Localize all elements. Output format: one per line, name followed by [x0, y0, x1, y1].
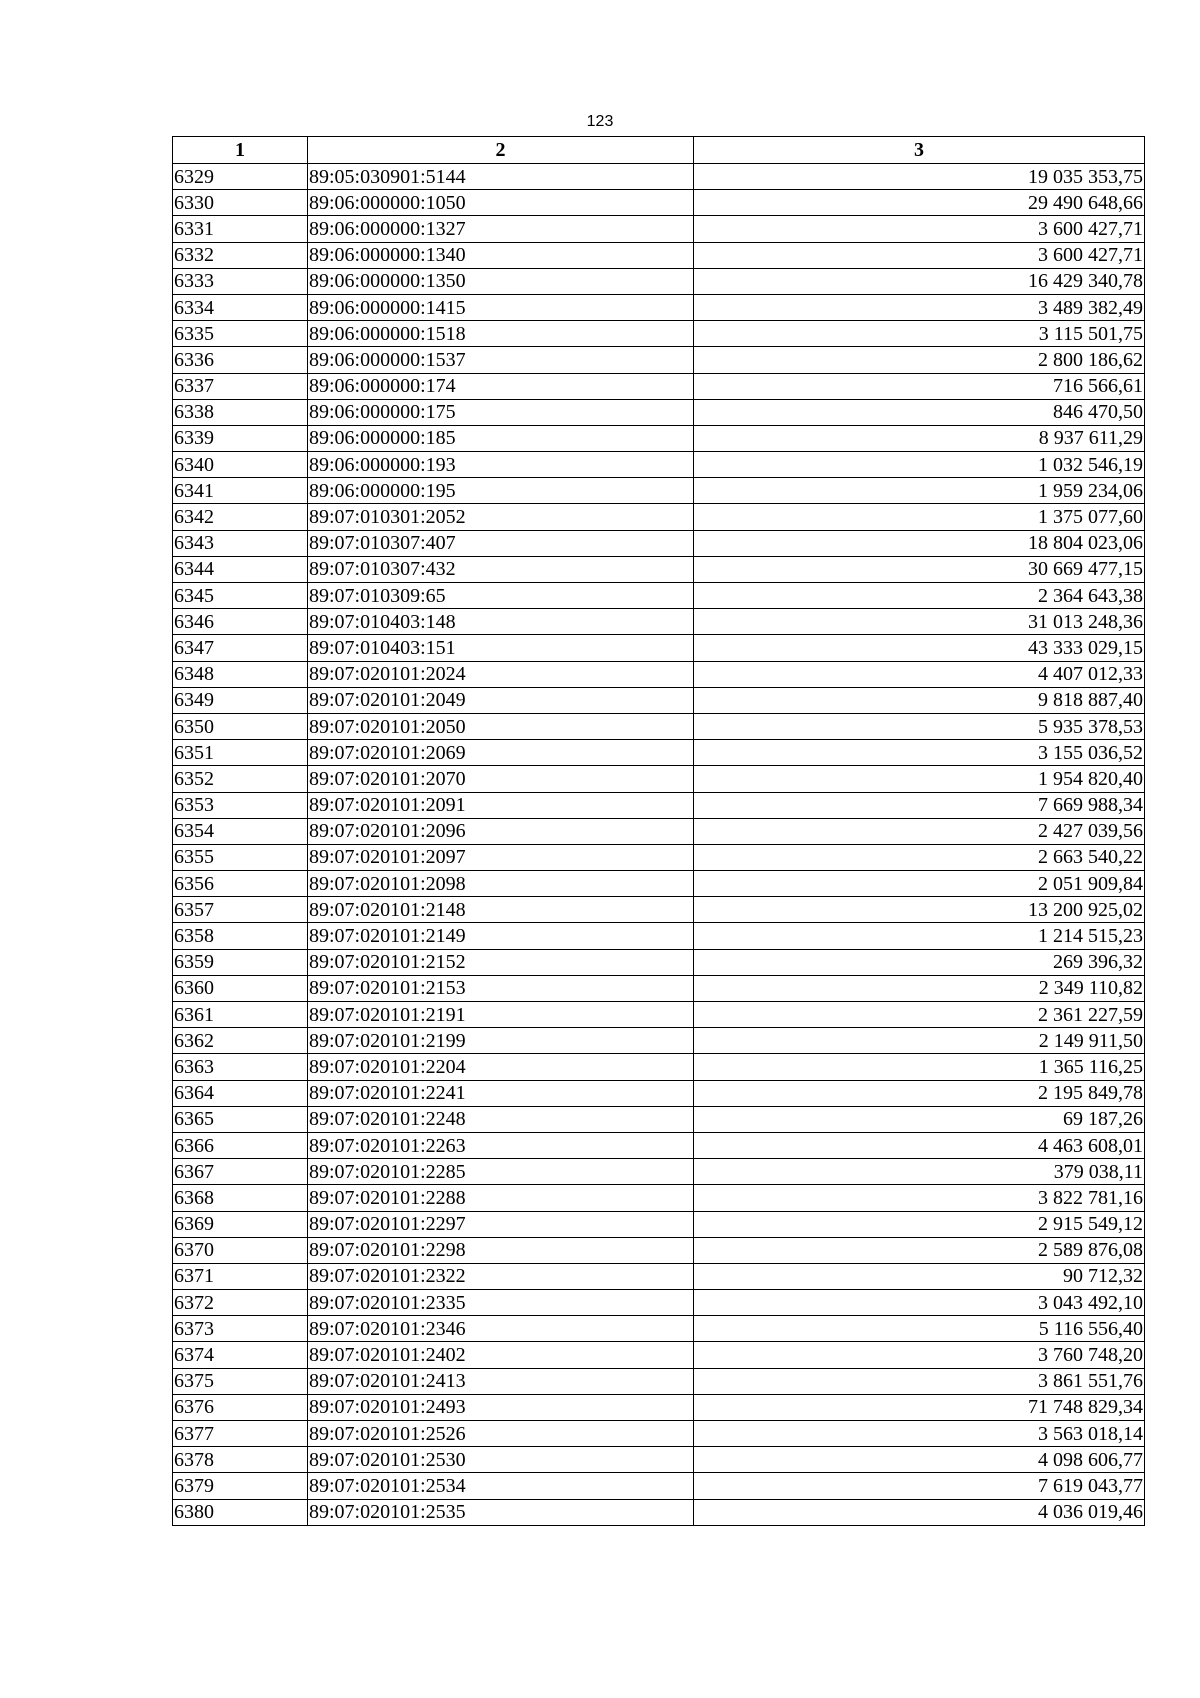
table-row	[173, 373, 1145, 399]
cadastral-value-cell: 71 748 829,34	[694, 1394, 1145, 1420]
table-row	[173, 871, 1145, 897]
row-number-cell: 6355	[173, 844, 308, 870]
cadastral-value-cell: 4 463 608,01	[694, 1132, 1145, 1158]
table-row	[173, 321, 1145, 347]
cadastral-value-cell: 3 115 501,75	[694, 321, 1145, 347]
table-row	[173, 1028, 1145, 1054]
row-number-cell: 6356	[173, 871, 308, 897]
table-row	[173, 975, 1145, 1001]
cadastral-value-cell: 1 954 820,40	[694, 766, 1145, 792]
row-number-cell: 6338	[173, 399, 308, 425]
cadastral-number-cell: 89:07:010301:2052	[308, 504, 694, 530]
row-number-cell: 6347	[173, 635, 308, 661]
cadastral-value-cell: 846 470,50	[694, 399, 1145, 425]
table-row	[173, 504, 1145, 530]
table-row	[173, 425, 1145, 451]
table-row	[173, 1159, 1145, 1185]
table-body	[173, 164, 1145, 1526]
table-row	[173, 583, 1145, 609]
cadastral-value-cell: 16 429 340,78	[694, 268, 1145, 294]
table-row	[173, 1316, 1145, 1342]
cadastral-number-cell: 89:07:020101:2248	[308, 1106, 694, 1132]
table-row	[173, 844, 1145, 870]
table-row	[173, 1132, 1145, 1158]
cadastral-number-cell: 89:06:000000:1518	[308, 321, 694, 347]
row-number-cell: 6358	[173, 923, 308, 949]
cadastral-value-cell: 69 187,26	[694, 1106, 1145, 1132]
cadastral-value-cell: 2 051 909,84	[694, 871, 1145, 897]
row-number-cell: 6361	[173, 1002, 308, 1028]
table-row	[173, 1080, 1145, 1106]
cadastral-value-cell: 2 663 540,22	[694, 844, 1145, 870]
cadastral-value-cell: 18 804 023,06	[694, 530, 1145, 556]
row-number-cell: 6348	[173, 661, 308, 687]
row-number-cell: 6376	[173, 1394, 308, 1420]
cadastral-value-cell: 3 155 036,52	[694, 740, 1145, 766]
cadastral-number-cell: 89:07:020101:2049	[308, 687, 694, 713]
row-number-cell: 6337	[173, 373, 308, 399]
table-row	[173, 268, 1145, 294]
cadastral-number-cell: 89:07:020101:2322	[308, 1263, 694, 1289]
cadastral-value-cell: 2 361 227,59	[694, 1002, 1145, 1028]
cadastral-number-cell: 89:07:020101:2191	[308, 1002, 694, 1028]
table-row	[173, 294, 1145, 320]
cadastral-number-cell: 89:07:020101:2091	[308, 792, 694, 818]
cadastral-number-cell: 89:07:020101:2153	[308, 975, 694, 1001]
row-number-cell: 6341	[173, 478, 308, 504]
row-number-cell: 6363	[173, 1054, 308, 1080]
cadastral-value-cell: 5 116 556,40	[694, 1316, 1145, 1342]
row-number-cell: 6350	[173, 713, 308, 739]
column-header-3: 3	[694, 137, 1145, 164]
row-number-cell: 6330	[173, 190, 308, 216]
table-row	[173, 1290, 1145, 1316]
cadastral-number-cell: 89:07:020101:2069	[308, 740, 694, 766]
cadastral-number-cell: 89:07:020101:2413	[308, 1368, 694, 1394]
cadastral-value-cell: 2 364 643,38	[694, 583, 1145, 609]
cadastral-number-cell: 89:06:000000:195	[308, 478, 694, 504]
cadastral-value-cell: 8 937 611,29	[694, 425, 1145, 451]
cadastral-value-cell: 4 098 606,77	[694, 1447, 1145, 1473]
cadastral-value-cell: 2 915 549,12	[694, 1211, 1145, 1237]
table-row	[173, 766, 1145, 792]
table-row	[173, 1447, 1145, 1473]
row-number-cell: 6342	[173, 504, 308, 530]
cadastral-value-cell: 5 935 378,53	[694, 713, 1145, 739]
cadastral-value-cell: 30 669 477,15	[694, 556, 1145, 582]
table-row	[173, 1237, 1145, 1263]
cadastral-number-cell: 89:07:020101:2098	[308, 871, 694, 897]
cadastral-number-cell: 89:07:020101:2241	[308, 1080, 694, 1106]
cadastral-number-cell: 89:06:000000:1415	[308, 294, 694, 320]
table-row	[173, 1499, 1145, 1525]
cadastral-number-cell: 89:07:010307:432	[308, 556, 694, 582]
table-row	[173, 1368, 1145, 1394]
table-row	[173, 190, 1145, 216]
cadastral-value-cell: 2 349 110,82	[694, 975, 1145, 1001]
cadastral-number-cell: 89:07:020101:2530	[308, 1447, 694, 1473]
cadastral-number-cell: 89:06:000000:174	[308, 373, 694, 399]
row-number-cell: 6346	[173, 609, 308, 635]
row-number-cell: 6354	[173, 818, 308, 844]
cadastral-number-cell: 89:07:020101:2148	[308, 897, 694, 923]
cadastral-value-cell: 3 760 748,20	[694, 1342, 1145, 1368]
cadastral-value-cell: 1 032 546,19	[694, 452, 1145, 478]
cadastral-number-cell: 89:07:020101:2335	[308, 1290, 694, 1316]
table-row	[173, 792, 1145, 818]
cadastral-value-cell: 3 489 382,49	[694, 294, 1145, 320]
table-row	[173, 1185, 1145, 1211]
row-number-cell: 6373	[173, 1316, 308, 1342]
table-row	[173, 242, 1145, 268]
cadastral-number-cell: 89:06:000000:175	[308, 399, 694, 425]
cadastral-number-cell: 89:07:020101:2263	[308, 1132, 694, 1158]
table-row	[173, 1054, 1145, 1080]
cadastral-number-cell: 89:07:020101:2346	[308, 1316, 694, 1342]
row-number-cell: 6362	[173, 1028, 308, 1054]
row-number-cell: 6377	[173, 1421, 308, 1447]
cadastral-value-cell: 2 195 849,78	[694, 1080, 1145, 1106]
cadastral-number-cell: 89:07:020101:2096	[308, 818, 694, 844]
header-row	[173, 137, 1145, 164]
table-row	[173, 818, 1145, 844]
table-row	[173, 713, 1145, 739]
table-row	[173, 399, 1145, 425]
registry-table	[172, 136, 1145, 1526]
cadastral-value-cell: 31 013 248,36	[694, 609, 1145, 635]
cadastral-value-cell: 7 669 988,34	[694, 792, 1145, 818]
row-number-cell: 6374	[173, 1342, 308, 1368]
table-row	[173, 347, 1145, 373]
row-number-cell: 6367	[173, 1159, 308, 1185]
cadastral-value-cell: 7 619 043,77	[694, 1473, 1145, 1499]
row-number-cell: 6353	[173, 792, 308, 818]
table-row	[173, 556, 1145, 582]
column-header-2: 2	[308, 137, 694, 164]
cadastral-value-cell: 13 200 925,02	[694, 897, 1145, 923]
cadastral-value-cell: 2 149 911,50	[694, 1028, 1145, 1054]
cadastral-number-cell: 89:07:020101:2297	[308, 1211, 694, 1237]
cadastral-number-cell: 89:07:020101:2402	[308, 1342, 694, 1368]
cadastral-number-cell: 89:07:020101:2097	[308, 844, 694, 870]
row-number-cell: 6359	[173, 949, 308, 975]
row-number-cell: 6335	[173, 321, 308, 347]
cadastral-value-cell: 3 600 427,71	[694, 216, 1145, 242]
cadastral-number-cell: 89:07:020101:2298	[308, 1237, 694, 1263]
cadastral-value-cell: 269 396,32	[694, 949, 1145, 975]
page-number: 123	[586, 113, 614, 130]
cadastral-number-cell: 89:07:020101:2050	[308, 713, 694, 739]
cadastral-value-cell: 2 427 039,56	[694, 818, 1145, 844]
row-number-cell: 6365	[173, 1106, 308, 1132]
cadastral-number-cell: 89:05:030901:5144	[308, 164, 694, 190]
row-number-cell: 6334	[173, 294, 308, 320]
cadastral-value-cell: 90 712,32	[694, 1263, 1145, 1289]
row-number-cell: 6331	[173, 216, 308, 242]
row-number-cell: 6352	[173, 766, 308, 792]
row-number-cell: 6372	[173, 1290, 308, 1316]
cadastral-number-cell: 89:07:020101:2493	[308, 1394, 694, 1420]
table-header	[173, 137, 1145, 164]
table-row	[173, 687, 1145, 713]
cadastral-value-cell: 3 563 018,14	[694, 1421, 1145, 1447]
cadastral-number-cell: 89:07:010403:151	[308, 635, 694, 661]
cadastral-number-cell: 89:07:020101:2149	[308, 923, 694, 949]
cadastral-number-cell: 89:06:000000:185	[308, 425, 694, 451]
row-number-cell: 6333	[173, 268, 308, 294]
cadastral-value-cell: 3 861 551,76	[694, 1368, 1145, 1394]
row-number-cell: 6380	[173, 1499, 308, 1525]
row-number-cell: 6349	[173, 687, 308, 713]
row-number-cell: 6340	[173, 452, 308, 478]
cadastral-number-cell: 89:07:020101:2285	[308, 1159, 694, 1185]
row-number-cell: 6371	[173, 1263, 308, 1289]
table-row	[173, 609, 1145, 635]
row-number-cell: 6336	[173, 347, 308, 373]
table-row	[173, 1394, 1145, 1420]
cadastral-value-cell: 1 375 077,60	[694, 504, 1145, 530]
cadastral-number-cell: 89:07:020101:2535	[308, 1499, 694, 1525]
cadastral-value-cell: 4 036 019,46	[694, 1499, 1145, 1525]
cadastral-number-cell: 89:06:000000:1340	[308, 242, 694, 268]
row-number-cell: 6332	[173, 242, 308, 268]
row-number-cell: 6357	[173, 897, 308, 923]
cadastral-number-cell: 89:07:020101:2288	[308, 1185, 694, 1211]
cadastral-value-cell: 716 566,61	[694, 373, 1145, 399]
cadastral-value-cell: 379 038,11	[694, 1159, 1145, 1185]
row-number-cell: 6378	[173, 1447, 308, 1473]
table-row	[173, 923, 1145, 949]
row-number-cell: 6345	[173, 583, 308, 609]
cadastral-number-cell: 89:06:000000:1350	[308, 268, 694, 294]
table-row	[173, 452, 1145, 478]
table-row	[173, 164, 1145, 190]
cadastral-number-cell: 89:06:000000:1050	[308, 190, 694, 216]
row-number-cell: 6368	[173, 1185, 308, 1211]
cadastral-value-cell: 19 035 353,75	[694, 164, 1145, 190]
cadastral-number-cell: 89:07:020101:2526	[308, 1421, 694, 1447]
cadastral-number-cell: 89:07:010309:65	[308, 583, 694, 609]
row-number-cell: 6375	[173, 1368, 308, 1394]
table-row	[173, 1002, 1145, 1028]
column-header-1: 1	[173, 137, 308, 164]
table-row	[173, 661, 1145, 687]
row-number-cell: 6351	[173, 740, 308, 766]
table-row	[173, 216, 1145, 242]
cadastral-number-cell: 89:07:010307:407	[308, 530, 694, 556]
cadastral-value-cell: 1 214 515,23	[694, 923, 1145, 949]
table-row	[173, 478, 1145, 504]
cadastral-number-cell: 89:06:000000:1537	[308, 347, 694, 373]
table-row	[173, 1421, 1145, 1447]
table-row	[173, 1342, 1145, 1368]
cadastral-number-cell: 89:07:010403:148	[308, 609, 694, 635]
cadastral-value-cell: 4 407 012,33	[694, 661, 1145, 687]
table-row	[173, 949, 1145, 975]
row-number-cell: 6329	[173, 164, 308, 190]
cadastral-number-cell: 89:07:020101:2152	[308, 949, 694, 975]
cadastral-number-cell: 89:07:020101:2024	[308, 661, 694, 687]
row-number-cell: 6344	[173, 556, 308, 582]
cadastral-number-cell: 89:06:000000:193	[308, 452, 694, 478]
cadastral-value-cell: 1 959 234,06	[694, 478, 1145, 504]
cadastral-number-cell: 89:07:020101:2534	[308, 1473, 694, 1499]
row-number-cell: 6370	[173, 1237, 308, 1263]
cadastral-value-cell: 3 822 781,16	[694, 1185, 1145, 1211]
table-row	[173, 1106, 1145, 1132]
table-row	[173, 897, 1145, 923]
cadastral-value-cell: 2 589 876,08	[694, 1237, 1145, 1263]
cadastral-value-cell: 43 333 029,15	[694, 635, 1145, 661]
cadastral-value-cell: 3 043 492,10	[694, 1290, 1145, 1316]
row-number-cell: 6360	[173, 975, 308, 1001]
row-number-cell: 6339	[173, 425, 308, 451]
table-row	[173, 530, 1145, 556]
cadastral-number-cell: 89:06:000000:1327	[308, 216, 694, 242]
table-row	[173, 1263, 1145, 1289]
cadastral-value-cell: 1 365 116,25	[694, 1054, 1145, 1080]
cadastral-number-cell: 89:07:020101:2070	[308, 766, 694, 792]
cadastral-value-cell: 3 600 427,71	[694, 242, 1145, 268]
table-row	[173, 1211, 1145, 1237]
row-number-cell: 6379	[173, 1473, 308, 1499]
table-row	[173, 635, 1145, 661]
cadastral-value-cell: 2 800 186,62	[694, 347, 1145, 373]
cadastral-value-cell: 9 818 887,40	[694, 687, 1145, 713]
cadastral-number-cell: 89:07:020101:2204	[308, 1054, 694, 1080]
row-number-cell: 6369	[173, 1211, 308, 1237]
cadastral-number-cell: 89:07:020101:2199	[308, 1028, 694, 1054]
table-row	[173, 1473, 1145, 1499]
table-row	[173, 740, 1145, 766]
cadastral-value-cell: 29 490 648,66	[694, 190, 1145, 216]
row-number-cell: 6364	[173, 1080, 308, 1106]
row-number-cell: 6343	[173, 530, 308, 556]
row-number-cell: 6366	[173, 1132, 308, 1158]
